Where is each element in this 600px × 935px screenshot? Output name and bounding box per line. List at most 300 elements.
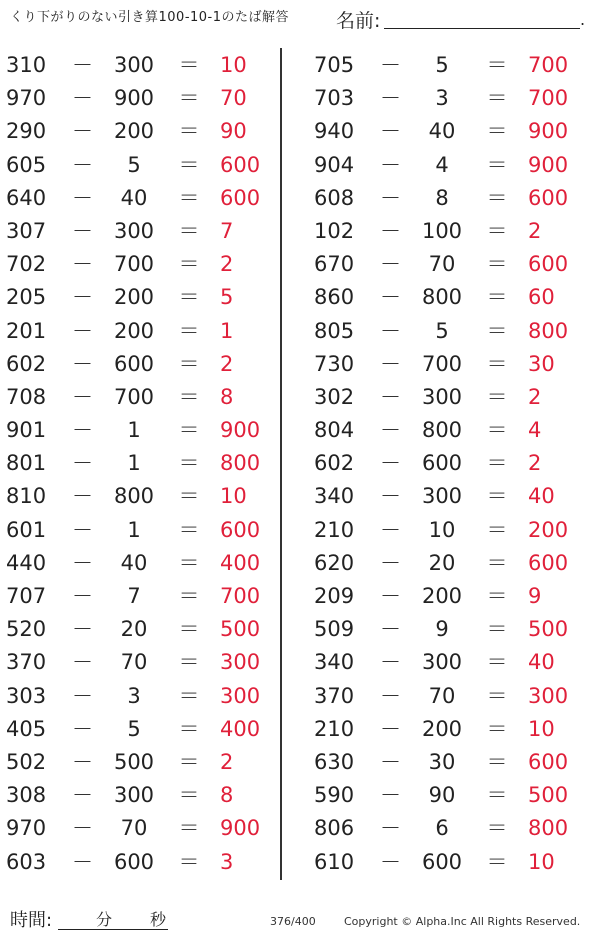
- equals-sign: ＝: [178, 451, 200, 476]
- problem-row: [0, 149, 290, 182]
- problem-row: [308, 215, 598, 248]
- minus-sign: －: [72, 351, 93, 376]
- equals-sign: ＝: [486, 119, 508, 144]
- problem-row: [0, 447, 290, 480]
- minus-sign: －: [72, 86, 93, 111]
- subtrahend: 40: [428, 119, 456, 144]
- minuend: 602: [314, 451, 355, 476]
- equals-sign: ＝: [178, 185, 200, 210]
- answer: 10: [528, 849, 555, 874]
- minus-sign: －: [72, 849, 93, 874]
- subtrahend: 1: [127, 451, 141, 476]
- problem-row: [0, 812, 290, 845]
- equals-sign: ＝: [178, 650, 200, 675]
- minuend: 601: [6, 517, 47, 542]
- answer: 2: [220, 252, 234, 277]
- problem-row: [308, 49, 598, 82]
- minus-sign: －: [380, 517, 401, 542]
- subtrahend: 700: [421, 351, 463, 376]
- problem-row: [308, 414, 598, 447]
- minuend: 307: [6, 218, 47, 243]
- equals-sign: ＝: [486, 617, 508, 642]
- minuend: 730: [314, 351, 355, 376]
- minus-sign: －: [72, 152, 93, 177]
- minus-sign: －: [72, 53, 93, 77]
- equals-sign: ＝: [486, 749, 508, 774]
- minus-sign: －: [380, 783, 401, 808]
- problem-row: [0, 480, 290, 513]
- equals-sign: ＝: [486, 252, 508, 277]
- equals-sign: ＝: [178, 318, 200, 343]
- minuend: 804: [314, 418, 355, 443]
- answer: 600: [220, 152, 261, 177]
- equals-sign: ＝: [486, 152, 508, 177]
- subtrahend: 200: [421, 584, 463, 608]
- minus-sign: －: [380, 451, 401, 476]
- minus-sign: －: [72, 617, 93, 642]
- problem-row: [0, 846, 290, 879]
- answer: 400: [220, 550, 261, 575]
- equals-sign: ＝: [178, 849, 200, 874]
- answer: 40: [528, 650, 555, 675]
- minus-sign: －: [72, 218, 93, 243]
- answer: 90: [220, 119, 247, 144]
- minuend: 102: [314, 218, 355, 243]
- subtrahend: 900: [113, 86, 155, 111]
- problem-row: [0, 348, 290, 381]
- minus-sign: －: [72, 484, 93, 509]
- minus-sign: －: [72, 550, 93, 575]
- subtrahend: 8: [435, 185, 449, 210]
- answer: 600: [528, 749, 569, 774]
- answer: 600: [220, 185, 261, 210]
- subtrahend: 40: [120, 550, 148, 575]
- problem-row: [0, 115, 290, 148]
- minus-sign: －: [72, 252, 93, 277]
- minus-sign: －: [380, 716, 401, 741]
- minuend: 310: [6, 53, 47, 77]
- minus-sign: －: [380, 218, 401, 243]
- subtrahend: 70: [120, 650, 148, 675]
- minuend: 806: [314, 816, 355, 841]
- subtrahend: 1: [127, 418, 141, 443]
- answer: 10: [220, 53, 247, 77]
- minus-sign: －: [380, 849, 401, 874]
- equals-sign: ＝: [178, 86, 200, 111]
- answer: 300: [220, 683, 261, 708]
- answer: 5: [220, 285, 234, 310]
- minuend: 302: [314, 384, 355, 409]
- problem-row: [308, 315, 598, 348]
- problem-row: [308, 713, 598, 746]
- equals-sign: ＝: [178, 119, 200, 144]
- problem-row: [0, 248, 290, 281]
- minus-sign: －: [380, 584, 401, 608]
- answer: 8: [220, 783, 234, 808]
- answer: 500: [220, 617, 261, 642]
- minus-sign: －: [380, 86, 401, 111]
- equals-sign: ＝: [486, 584, 508, 608]
- subtrahend: 200: [113, 318, 155, 343]
- equals-sign: ＝: [486, 53, 508, 77]
- answer: 70: [220, 86, 247, 111]
- answer: 900: [528, 152, 569, 177]
- minus-sign: －: [380, 351, 401, 376]
- minuend: 603: [6, 849, 47, 874]
- minuend: 509: [314, 617, 355, 642]
- equals-sign: ＝: [486, 650, 508, 675]
- subtrahend: 300: [113, 53, 155, 77]
- answer: 500: [528, 783, 569, 808]
- equals-sign: ＝: [486, 550, 508, 575]
- minus-sign: －: [72, 384, 93, 409]
- equals-sign: ＝: [486, 451, 508, 476]
- minus-sign: －: [380, 816, 401, 841]
- minuend: 201: [6, 318, 47, 343]
- minus-sign: －: [380, 318, 401, 343]
- subtrahend: 300: [421, 384, 463, 409]
- copyright-notice: Copyright © Alpha.Inc All Rights Reserved.: [344, 915, 581, 928]
- equals-sign: ＝: [178, 218, 200, 243]
- subtrahend: 1: [127, 517, 141, 542]
- minuend: 708: [6, 384, 47, 409]
- problem-column-left: [0, 49, 290, 879]
- subtrahend: 100: [421, 218, 463, 243]
- minuend: 640: [6, 185, 47, 210]
- minuend: 590: [314, 783, 355, 808]
- equals-sign: ＝: [486, 86, 508, 111]
- minuend: 940: [314, 119, 355, 144]
- subtrahend: 5: [127, 716, 141, 741]
- equals-sign: ＝: [178, 617, 200, 642]
- problem-row: [308, 680, 598, 713]
- answer: 600: [528, 550, 569, 575]
- answer: 900: [220, 418, 261, 443]
- minus-sign: －: [380, 749, 401, 774]
- problem-row: [308, 182, 598, 215]
- subtrahend: 70: [120, 816, 148, 841]
- minuend: 520: [6, 617, 47, 642]
- problem-row: [308, 281, 598, 314]
- equals-sign: ＝: [178, 716, 200, 741]
- equals-sign: ＝: [178, 152, 200, 177]
- minuend: 290: [6, 119, 47, 144]
- minuend: 670: [314, 252, 355, 277]
- subtrahend: 200: [113, 285, 155, 310]
- problem-row: [0, 215, 290, 248]
- equals-sign: ＝: [178, 749, 200, 774]
- equals-sign: ＝: [178, 53, 200, 77]
- answer: 800: [528, 816, 569, 841]
- problem-row: [308, 547, 598, 580]
- subtrahend: 800: [421, 418, 463, 443]
- minuend: 340: [314, 484, 355, 509]
- minuend: 610: [314, 849, 355, 874]
- minus-sign: －: [380, 152, 401, 177]
- page-number: 376/400: [270, 915, 316, 928]
- minuend: 904: [314, 152, 355, 177]
- minuend: 810: [6, 484, 47, 509]
- minus-sign: －: [72, 683, 93, 708]
- problem-row: [308, 646, 598, 679]
- problem-row: [0, 514, 290, 547]
- minus-sign: －: [72, 816, 93, 841]
- subtrahend: 4: [435, 152, 449, 177]
- answer: 600: [528, 252, 569, 277]
- minus-sign: －: [72, 584, 93, 608]
- equals-sign: ＝: [178, 484, 200, 509]
- answer: 40: [528, 484, 555, 509]
- minus-sign: －: [380, 185, 401, 210]
- equals-sign: ＝: [486, 318, 508, 343]
- minus-sign: －: [380, 550, 401, 575]
- subtrahend: 800: [113, 484, 155, 509]
- equals-sign: ＝: [486, 683, 508, 708]
- equals-sign: ＝: [178, 252, 200, 277]
- problem-row: [308, 779, 598, 812]
- answer: 600: [528, 185, 569, 210]
- minuend: 970: [6, 86, 47, 111]
- answer: 300: [220, 650, 261, 675]
- minus-sign: －: [72, 749, 93, 774]
- minus-sign: －: [380, 484, 401, 509]
- problem-row: [308, 248, 598, 281]
- minuend: 860: [314, 285, 355, 310]
- minuend: 210: [314, 716, 355, 741]
- answer: 1: [220, 318, 234, 343]
- problem-row: [308, 115, 598, 148]
- problem-row: [308, 348, 598, 381]
- problem-row: [0, 680, 290, 713]
- subtrahend: 70: [428, 252, 456, 277]
- problem-row: [308, 149, 598, 182]
- minuend: 702: [6, 252, 47, 277]
- subtrahend: 5: [127, 152, 141, 177]
- minus-sign: －: [72, 783, 93, 808]
- subtrahend: 600: [113, 849, 155, 874]
- answer: 200: [528, 517, 569, 542]
- problem-row: [308, 480, 598, 513]
- problem-row: [0, 381, 290, 414]
- minuend: 901: [6, 418, 47, 443]
- problem-row: [308, 381, 598, 414]
- minus-sign: －: [72, 318, 93, 343]
- worksheet-title: くり下がりのない引き算100-10-1のたば解答: [10, 10, 290, 25]
- minuend: 303: [6, 683, 47, 708]
- equals-sign: ＝: [178, 550, 200, 575]
- answer: 800: [220, 451, 261, 476]
- problem-row: [308, 812, 598, 845]
- minuend: 370: [314, 683, 355, 708]
- minuend: 805: [314, 318, 355, 343]
- answer: 2: [220, 351, 234, 376]
- subtrahend: 200: [421, 716, 463, 741]
- answer: 9: [528, 584, 542, 608]
- minuend: 405: [6, 716, 47, 741]
- subtrahend: 40: [120, 185, 148, 210]
- name-underline: [384, 28, 580, 29]
- minuend: 630: [314, 749, 355, 774]
- problem-row: [0, 713, 290, 746]
- subtrahend: 3: [435, 86, 449, 111]
- equals-sign: ＝: [486, 816, 508, 841]
- subtrahend: 700: [113, 252, 155, 277]
- answer: 300: [528, 683, 569, 708]
- equals-sign: ＝: [486, 849, 508, 874]
- subtrahend: 6: [435, 816, 449, 841]
- problem-row: [0, 580, 290, 613]
- equals-sign: ＝: [178, 384, 200, 409]
- answer: 7: [220, 218, 234, 243]
- minus-sign: －: [380, 650, 401, 675]
- problem-row: [0, 414, 290, 447]
- name-label: 名前:: [336, 10, 381, 32]
- answer: 700: [220, 584, 261, 608]
- equals-sign: ＝: [486, 285, 508, 310]
- subtrahend: 700: [113, 384, 155, 409]
- problem-row: [0, 281, 290, 314]
- subtrahend: 3: [127, 683, 141, 708]
- equals-sign: ＝: [486, 716, 508, 741]
- minuend: 801: [6, 451, 47, 476]
- answer: 10: [220, 484, 247, 509]
- answer: 800: [528, 318, 569, 343]
- equals-sign: ＝: [486, 185, 508, 210]
- problem-row: [0, 315, 290, 348]
- subtrahend: 300: [113, 783, 155, 808]
- minus-sign: －: [380, 119, 401, 144]
- equals-sign: ＝: [178, 418, 200, 443]
- minuend: 440: [6, 550, 47, 575]
- answer: 8: [220, 384, 234, 409]
- subtrahend: 300: [421, 484, 463, 509]
- subtrahend: 70: [428, 683, 456, 708]
- answer: 400: [220, 716, 261, 741]
- subtrahend: 500: [113, 749, 155, 774]
- minus-sign: －: [380, 252, 401, 277]
- minuend: 340: [314, 650, 355, 675]
- equals-sign: ＝: [178, 816, 200, 841]
- minus-sign: －: [72, 185, 93, 210]
- subtrahend: 20: [428, 550, 456, 575]
- minus-sign: －: [72, 418, 93, 443]
- problem-row: [308, 580, 598, 613]
- problem-row: [308, 82, 598, 115]
- minuend: 210: [314, 517, 355, 542]
- answer: 600: [220, 517, 261, 542]
- problem-row: [0, 613, 290, 646]
- equals-sign: ＝: [178, 683, 200, 708]
- answer: 30: [528, 351, 555, 376]
- minus-sign: －: [380, 617, 401, 642]
- minuend: 502: [6, 749, 47, 774]
- subtrahend: 5: [435, 53, 449, 77]
- subtrahend: 800: [421, 285, 463, 310]
- problem-row: [0, 746, 290, 779]
- minus-sign: －: [72, 119, 93, 144]
- problem-row: [0, 646, 290, 679]
- problem-row: [308, 447, 598, 480]
- equals-sign: ＝: [486, 783, 508, 808]
- minuend: 308: [6, 783, 47, 808]
- equals-sign: ＝: [486, 218, 508, 243]
- minuend: 205: [6, 285, 47, 310]
- problem-row: [308, 514, 598, 547]
- minuend: 707: [6, 584, 47, 608]
- minus-sign: －: [380, 683, 401, 708]
- problem-row: [0, 182, 290, 215]
- subtrahend: 5: [435, 318, 449, 343]
- problem-row: [308, 613, 598, 646]
- minus-sign: －: [72, 716, 93, 741]
- answer: 2: [528, 451, 542, 476]
- minus-sign: －: [72, 451, 93, 476]
- seconds-label: 秒: [150, 910, 167, 929]
- minuend: 620: [314, 550, 355, 575]
- minuend: 970: [6, 816, 47, 841]
- answer: 2: [220, 749, 234, 774]
- answer: 2: [528, 218, 542, 243]
- equals-sign: ＝: [178, 285, 200, 310]
- minus-sign: －: [380, 285, 401, 310]
- minuend: 209: [314, 584, 355, 608]
- problem-row: [0, 49, 290, 82]
- equals-sign: ＝: [178, 584, 200, 608]
- answer: 700: [528, 86, 569, 111]
- answer: 10: [528, 716, 555, 741]
- minuend: 370: [6, 650, 47, 675]
- equals-sign: ＝: [486, 384, 508, 409]
- problem-row: [0, 82, 290, 115]
- minuend: 705: [314, 53, 355, 77]
- time-label: 時間:: [10, 910, 53, 931]
- problem-row: [0, 779, 290, 812]
- answer: 500: [528, 617, 569, 642]
- subtrahend: 9: [435, 617, 449, 642]
- name-period: .: [580, 10, 586, 29]
- minus-sign: －: [72, 285, 93, 310]
- subtrahend: 10: [428, 517, 456, 542]
- minus-sign: －: [72, 517, 93, 542]
- subtrahend: 300: [421, 650, 463, 675]
- answer: 2: [528, 384, 542, 409]
- answer: 900: [528, 119, 569, 144]
- minuend: 605: [6, 152, 47, 177]
- answer: 60: [528, 285, 555, 310]
- answer: 700: [528, 53, 569, 77]
- answer: 900: [220, 816, 261, 841]
- minus-sign: －: [72, 650, 93, 675]
- name-field: [336, 4, 586, 30]
- equals-sign: ＝: [486, 418, 508, 443]
- problem-row: [308, 746, 598, 779]
- minus-sign: －: [380, 53, 401, 77]
- subtrahend: 600: [113, 351, 155, 376]
- minuend: 608: [314, 185, 355, 210]
- subtrahend: 20: [120, 617, 148, 642]
- minuend: 703: [314, 86, 355, 111]
- equals-sign: ＝: [486, 351, 508, 376]
- minutes-label: 分: [96, 910, 113, 929]
- minuend: 602: [6, 351, 47, 376]
- equals-sign: ＝: [486, 484, 508, 509]
- subtrahend: 200: [113, 119, 155, 144]
- equals-sign: ＝: [178, 351, 200, 376]
- equals-sign: ＝: [178, 783, 200, 808]
- subtrahend: 7: [127, 584, 141, 608]
- minus-sign: －: [380, 418, 401, 443]
- problem-row: [308, 846, 598, 879]
